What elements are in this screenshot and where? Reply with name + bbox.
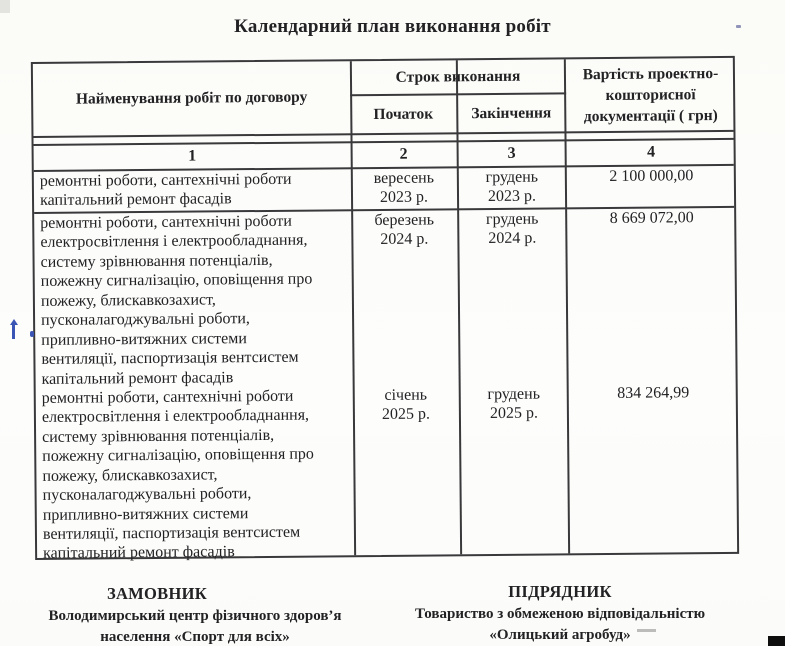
contractor-name-line: «Олицький агробуд» [489, 627, 631, 643]
row2-end-cell [457, 207, 570, 558]
row1-start-cell [351, 166, 457, 209]
work-line: ремонтні роботи, сантехнічні роботи [40, 212, 292, 232]
row1-work-cell [34, 167, 351, 212]
end-month: грудень [485, 210, 539, 229]
header-cost-line: Вартість проектно- [582, 64, 719, 83]
work-line: пожежну сигналізацію, оповіщення про [40, 270, 313, 291]
block2-end [459, 384, 569, 424]
work-line: капітальний ремонт фасадів [39, 190, 232, 210]
block1-start [351, 208, 457, 250]
contractor-role: ПІДРЯДНИК [508, 582, 612, 601]
blue-pen-mark [12, 324, 15, 339]
contractor-name-line: Товариство з обмеженою відповідальністю [414, 606, 706, 622]
customer-role: ЗАМОВНИК [106, 584, 208, 603]
column-number-3: 3 [507, 144, 516, 162]
end-year: 2023 р. [487, 188, 537, 206]
work-line: електросвітлення і електрообладнання, [40, 232, 308, 252]
work-line: пусконалагоджувальні роботи, [42, 485, 252, 505]
work-line: пожежу, блискавкозахист, [42, 466, 218, 485]
customer-name-line: населення «Спорт для всіх» [100, 629, 290, 645]
end-year: 2025 р. [489, 405, 538, 423]
end-year: 2024 р. [488, 230, 537, 248]
work-line: пусконалагоджувальні роботи, [41, 310, 250, 330]
contractor-block [385, 582, 735, 644]
schedule-table [31, 56, 739, 563]
work-line: систему зрівнювання потенціалів, [42, 426, 275, 446]
work-line: ремонтні роботи, сантехнічні роботи [41, 387, 294, 407]
work-line: припливно-витяжних системи [41, 329, 247, 349]
document-title: Календарний план виконання робіт [234, 16, 551, 37]
column-number-2: 2 [399, 145, 408, 163]
customer-name-line: Володимирський центр фізичного здоров’я [48, 608, 342, 624]
start-month: січень [384, 386, 428, 404]
column-number-4: 4 [647, 143, 656, 161]
header-term-end: Закінчення [471, 103, 552, 122]
start-year: 2023 р. [379, 188, 429, 207]
scan-edge-shade [0, 0, 10, 13]
blue-pen-dot [30, 331, 34, 337]
start-month: березень [374, 211, 435, 230]
row2-cost-cell [567, 206, 739, 557]
row1-cost-cell: 2 100 000,00 [609, 167, 694, 185]
block1-end [457, 207, 567, 249]
work-line: пожежу, блискавкозахист, [40, 291, 216, 310]
row2-work-cell [34, 209, 354, 562]
header-cost-line: документації ( грн) [583, 106, 718, 125]
end-month: грудень [487, 385, 541, 404]
customer-block [20, 584, 370, 646]
block2-start [353, 385, 459, 425]
work-line: ремонтні роботи, сантехнічні роботи [39, 170, 292, 190]
work-line: систему зрівнювання потенціалів, [40, 251, 273, 271]
start-month: вересень [373, 169, 435, 188]
block2-cost: 834 264,99 [617, 384, 690, 402]
work-line: припливно-витяжних системи [42, 504, 249, 524]
work-line: вентиляції, паспортизація вентсистем [42, 523, 301, 543]
start-year: 2025 р. [381, 405, 430, 424]
row2-start-cell [351, 208, 460, 559]
work-line: пожежну сигналізацію, оповіщення про [42, 445, 314, 466]
start-year: 2024 р. [380, 230, 429, 249]
column-number-1: 1 [188, 147, 197, 165]
header-work-name: Найменування робіт по договору [75, 88, 308, 108]
scan-corner-square [768, 636, 785, 646]
work-line: вентиляції, паспортизація вентсистем [41, 348, 299, 368]
work-line: капітальний ремонт фасадів [41, 368, 234, 388]
header-cost [566, 58, 736, 131]
header-cost-line: кошторисної [605, 85, 696, 104]
block1-cost: 8 669 072,00 [609, 209, 694, 227]
scan-dash-artifact [637, 629, 656, 632]
header-term-group: Строк виконання [395, 67, 521, 86]
header-term-start: Початок [373, 105, 434, 123]
scan-speck [736, 25, 741, 28]
work-line: електросвітлення і електрообладнання, [41, 406, 310, 427]
row1-end-cell [457, 165, 567, 208]
end-month: грудень [485, 168, 539, 187]
work-line: капітальний ремонт фасадів [43, 543, 235, 563]
